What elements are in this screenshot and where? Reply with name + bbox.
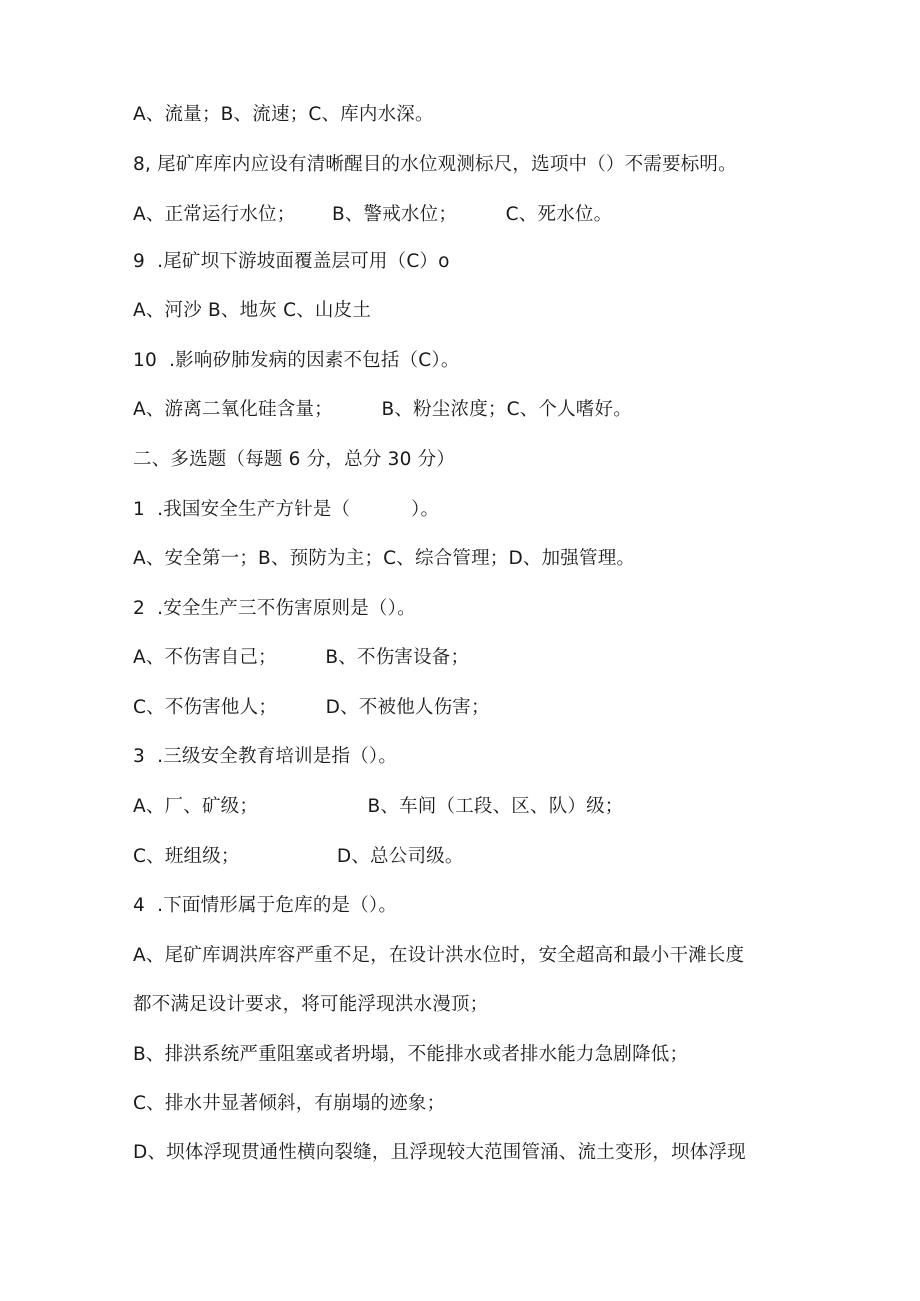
text-line-answer-8: A、正常运行水位； B、警戒水位； C、死水位。 [133, 204, 613, 225]
text-line-mc-answer-3b: C、班组级； D、总公司级。 [133, 846, 464, 867]
text-line-answer-7: A、流量；B、流速；C、库内水深。 [133, 104, 434, 125]
text-line-mc-answer-4c: C、排水井显著倾斜，有崩塌的迹象； [133, 1093, 446, 1114]
text-line-mc-question-2: 2 .安全生产三不伤害原则是（）。 [133, 598, 416, 619]
text-line-mc-answer-4a-cont: 都不满足设计要求，将可能浮现洪水漫顶； [133, 994, 489, 1015]
text-line-answer-9: A、河沙 B、地灰 C、山皮土 [133, 300, 372, 321]
text-line-mc-question-3: 3 .三级安全教育培训是指（）。 [133, 746, 398, 767]
text-line-mc-question-1: 1 .我国安全生产方针是（ ）。 [133, 499, 440, 520]
text-line-mc-answer-2a: A、不伤害自己； B、不伤害设备； [133, 647, 470, 668]
text-line-mc-answer-4d: D、坝体浮现贯通性横向裂缝，且浮现较大范围管涌、流土变形，坝体浮现 [133, 1142, 746, 1163]
text-line-question-10: 10 .影响矽肺发病的因素不包括（C）。 [133, 350, 460, 371]
text-line-mc-answer-4a: A、尾矿库调洪库容严重不足，在设计洪水位时，安全超高和最小干滩长度 [133, 945, 745, 966]
text-line-mc-question-4: 4 .下面情形属于危库的是（）。 [133, 895, 398, 916]
text-line-question-8: 8, 尾矿库库内应设有清晰醒目的水位观测标尺，选项中（）不需要标明。 [133, 154, 737, 175]
text-line-question-9: 9 .尾矿坝下游坡面覆盖层可用（C）o [133, 251, 450, 272]
text-line-mc-answer-2b: C、不伤害他人； D、不被他人伤害； [133, 697, 490, 718]
section-heading-multiple-choice: 二、多选题（每题 6 分，总分 30 分） [133, 449, 456, 470]
text-line-mc-answer-4b: B、排洪系统严重阻塞或者坍塌，不能排水或者排水能力急剧降低； [133, 1044, 689, 1065]
text-line-mc-answer-1: A、安全第一；B、预防为主；C、综合管理；D、加强管理。 [133, 548, 636, 569]
text-line-mc-answer-3a: A、厂、矿级； B、车间（工段、区、队）级； [133, 796, 624, 817]
text-line-answer-10: A、游离二氧化硅含量； B、粉尘浓度；C、个人嗜好。 [133, 399, 632, 420]
